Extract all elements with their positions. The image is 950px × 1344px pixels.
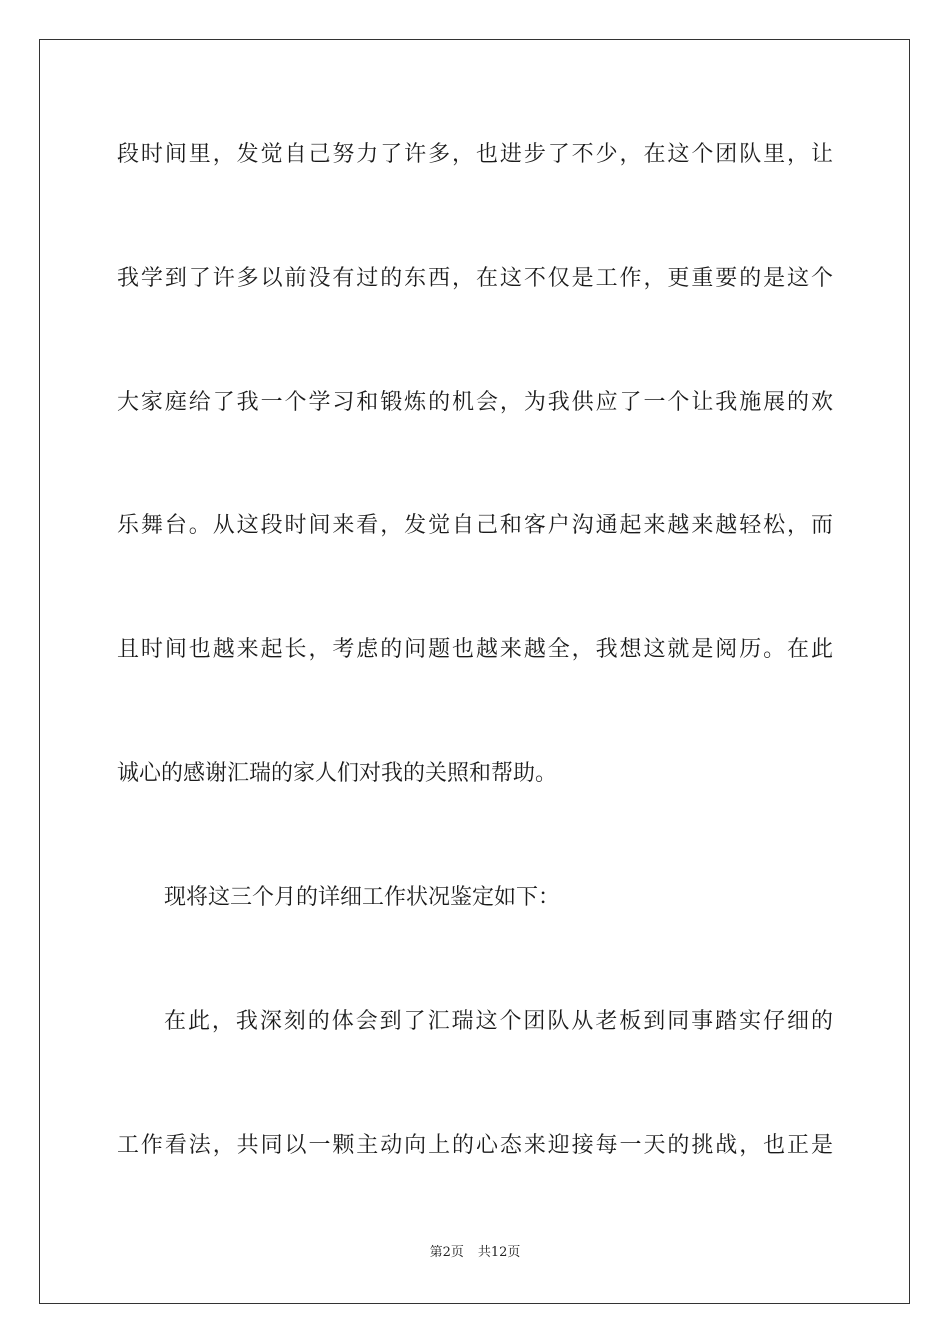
page-border — [39, 39, 910, 1304]
text-line-7: 现将这三个月的详细工作状况鉴定如下： — [164, 885, 561, 910]
page-footer — [0, 1244, 950, 1262]
page-total: 共12页 — [477, 1245, 521, 1260]
text-line-8: 在此，我深刻的体会到了汇瑞这个团队从老板到同事踏实仔细的 — [164, 1009, 833, 1034]
text-line-5: 且时间也越来起长，考虑的问题也越来越全，我想这就是阅历。在此 — [117, 637, 833, 662]
text-line-9: 工作看法，共同以一颗主动向上的心态来迎接每一天的挑战，也正是 — [117, 1133, 833, 1158]
text-line-3: 大家庭给了我一个学习和锻炼的机会，为我供应了一个让我施展的欢 — [117, 390, 833, 415]
text-line-4: 乐舞台。从这段时间来看，发觉自己和客户沟通起来越来越轻松，而 — [117, 513, 833, 538]
page-number: 第2页 — [429, 1245, 464, 1260]
text-line-1: 段时间里，发觉自己努力了许多，也进步了不少，在这个团队里，让 — [117, 142, 833, 167]
text-line-2: 我学到了许多以前没有过的东西，在这不仅是工作，更重要的是这个 — [117, 266, 833, 291]
text-line-6: 诚心的感谢汇瑞的家人们对我的关照和帮助。 — [117, 761, 558, 786]
